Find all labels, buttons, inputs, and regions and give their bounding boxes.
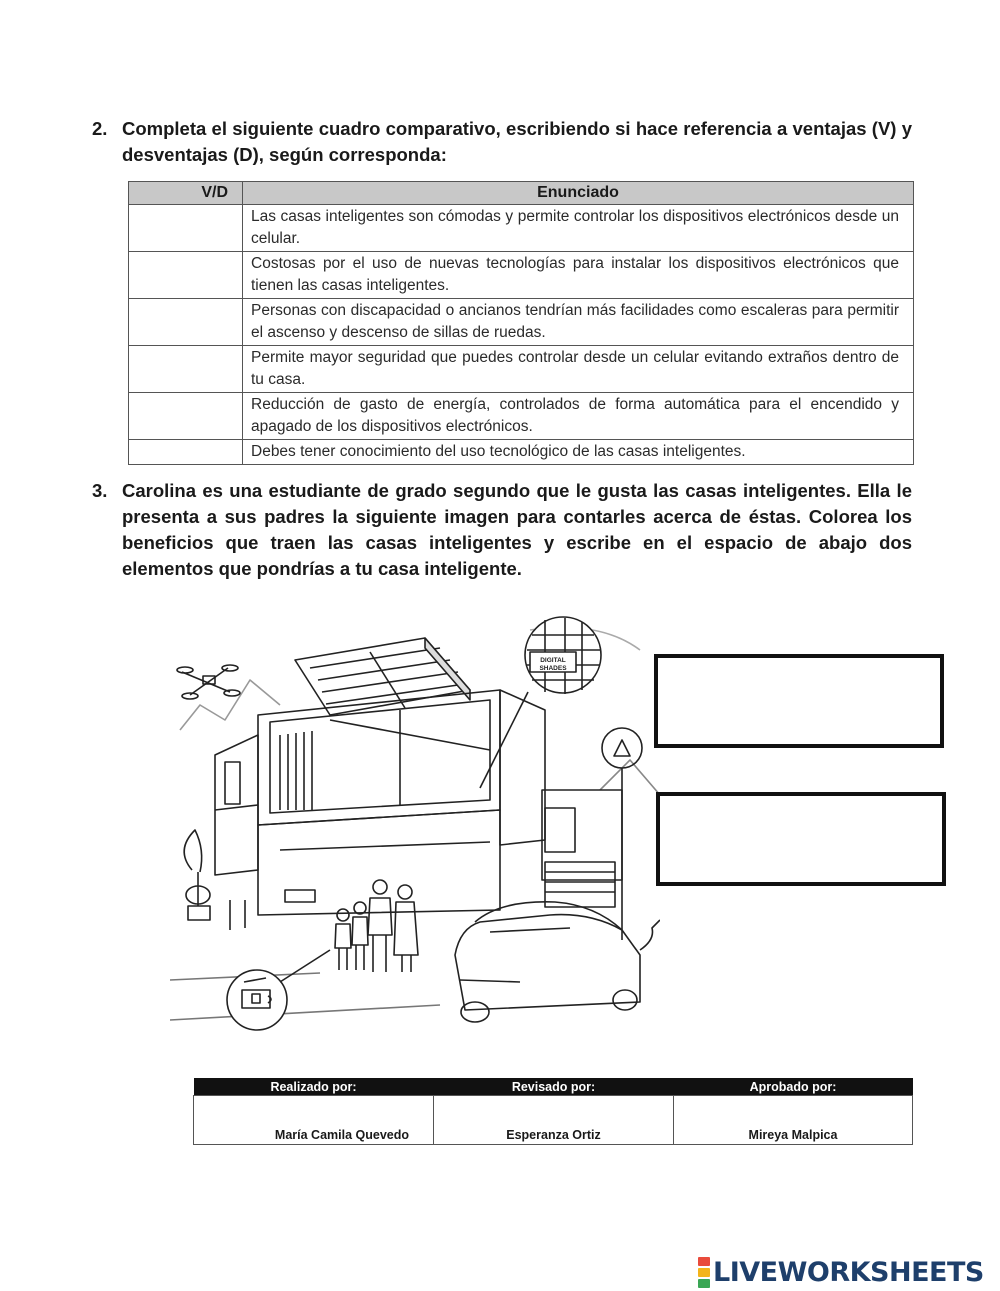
answer-box-1[interactable]: [654, 654, 944, 748]
signature-header-row: [194, 1078, 913, 1096]
background-hills: [180, 680, 280, 730]
question-3-text: Carolina es una estudiante de grado segundo que le gusta las casas inteligentes. Ella le presenta a sus padres la siguiente imagen para contarles acerca de éstas. Colorea los beneficios que traen las casas inteligentes y escribe en el espacio de abajo dos elementos que pondrías a tu casa inteligente.: [122, 480, 912, 579]
signature-header-realizado: Realizado por:: [194, 1078, 434, 1096]
statement-cell: Debes tener conocimiento del uso tecnológico de las casas inteligentes.: [243, 440, 914, 465]
liveworksheets-logo: [698, 1255, 984, 1289]
table-row: [129, 252, 914, 299]
signature-name-revisado: Esperanza Ortiz: [434, 1096, 674, 1145]
header-enunciado: Enunciado: [243, 182, 914, 205]
family-figures: [335, 880, 418, 972]
statement-cell: Reducción de gasto de energía, controlados de forma automática para el encendido y apagado de los dispositivos electrónicos.: [243, 393, 914, 440]
house-left-wing: [215, 735, 258, 875]
vd-answer-cell[interactable]: [129, 440, 243, 465]
table-row: [129, 205, 914, 252]
statement-cell: Las casas inteligentes son cómodas y permite controlar los dispositivos electrónicos desde un celular.: [243, 205, 914, 252]
question-3-number: 3.: [92, 480, 108, 501]
drone-icon: [177, 665, 240, 699]
signature-header-revisado: Revisado por:: [434, 1078, 674, 1096]
statement-cell: Personas con discapacidad o ancianos tendrían más facilidades como escaleras para permitir el ascenso y descenso de sillas de ruedas.: [243, 299, 914, 346]
vd-answer-cell[interactable]: [129, 393, 243, 440]
recycle-sign: [602, 728, 642, 790]
smart-switch-zoom: [227, 950, 330, 1030]
signature-header-aprobado: Aprobado por:: [674, 1078, 913, 1096]
answer-box-2[interactable]: [656, 792, 946, 886]
signature-name-realizado: María Camila Quevedo: [194, 1096, 434, 1145]
question-3: [92, 478, 912, 582]
table-row: [129, 440, 914, 465]
signature-name-aprobado: Mireya Malpica: [674, 1096, 913, 1145]
vd-answer-cell[interactable]: [129, 252, 243, 299]
question-2-text: Completa el siguiente cuadro comparativo, escribiendo si hace referencia a ventajas (V) y desventajas (D), según corresponda:: [122, 118, 912, 165]
brand-name: LIVEWORKSHEETS: [713, 1256, 984, 1288]
comparison-table: [128, 181, 914, 465]
header-vd: V/D: [129, 182, 243, 205]
electric-car: [455, 902, 660, 1022]
comparison-table-header: [129, 182, 914, 205]
table-row: [129, 299, 914, 346]
digital-label: DIGITAL: [540, 657, 566, 664]
signature-names-row: [194, 1096, 913, 1145]
statement-cell: Permite mayor seguridad que puedes controlar desde un celular evitando extraños dentro de tu casa.: [243, 346, 914, 393]
statement-cell: Costosas por el uso de nuevas tecnologías para instalar los dispositivos electrónicos que tienen las casas inteligentes.: [243, 252, 914, 299]
planter: [184, 830, 210, 920]
signature-table: [193, 1078, 913, 1145]
vd-answer-cell[interactable]: [129, 299, 243, 346]
table-row: [129, 393, 914, 440]
digital-shades-zoom: [480, 617, 601, 788]
shades-label: SHADES: [539, 665, 567, 672]
table-row: [129, 346, 914, 393]
question-2-number: 2.: [92, 118, 108, 139]
house-roof: [295, 638, 470, 715]
question-2: [92, 116, 912, 168]
driveway-line: [170, 1005, 440, 1020]
vd-answer-cell[interactable]: [129, 346, 243, 393]
smart-house-illustration: [170, 610, 660, 1042]
vd-answer-cell[interactable]: [129, 205, 243, 252]
brand-mark-icon: [698, 1256, 710, 1289]
house-upper-floor: [258, 690, 500, 825]
